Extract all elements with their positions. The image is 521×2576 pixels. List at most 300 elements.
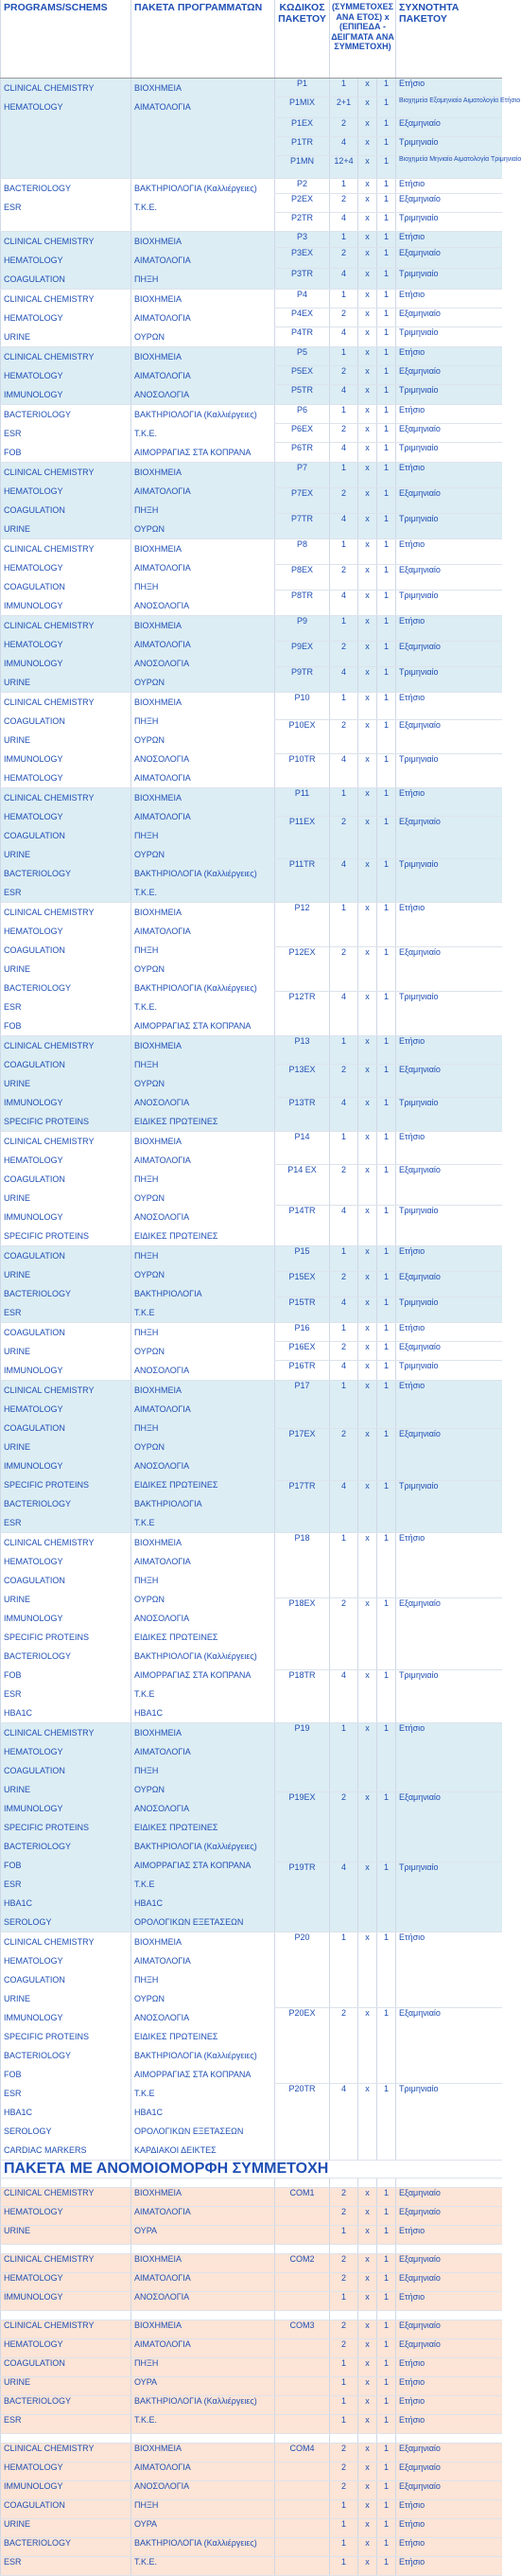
participations-per-year: 2 (330, 564, 358, 590)
levels-per-participation: 1 (377, 787, 396, 816)
programs-cell (1, 1532, 131, 1722)
packages-cell (131, 1532, 275, 1722)
package-code (275, 2537, 330, 2556)
programs-cell-line: HEMATOLOGY (4, 485, 63, 496)
package-code: P5TR (275, 385, 330, 404)
programs-cell-line: HEMATOLOGY (4, 1556, 63, 1566)
participations-per-year: 4 (330, 212, 358, 231)
package-code: P10TR (275, 753, 330, 787)
packages-cell-line: ΒΙΟΧΗΜΕΙΑ (134, 1537, 182, 1547)
packages-cell-line: ΒΙΟΧΗΜΕΙΑ (134, 697, 182, 707)
packages-cell-line: ΒΙΟΧΗΜΕΙΑ (134, 467, 182, 477)
packages-cell-line: ΒΙΟΧΗΜΕΙΑ (134, 1040, 182, 1050)
times-symbol: x (358, 2499, 377, 2518)
packages-cell: ΑΝΟΣΟΛΟΓΙΑ (131, 2480, 275, 2499)
programs-cell-line: BACTERIOLOGY (4, 1650, 72, 1661)
programs-cell-line: URINE (4, 1346, 31, 1356)
spacer-cell (1, 2433, 131, 2443)
package-code: P1EX (275, 117, 330, 136)
table-row (1, 1380, 502, 1429)
packages-cell: ΑΙΜΑΤΟΛΟΓΙΑ (131, 2272, 275, 2291)
packages-cell-line: ΒΙΟΧΗΜΕΙΑ (134, 792, 182, 803)
packages-cell-line: ΑΙΜΟΡΡΑΓΙΑΣ ΣΤΑ ΚΟΠΡΑΝΑ (134, 1860, 252, 1870)
packages-cell-line: ΟΥΡΩΝ (134, 331, 165, 342)
participations-per-year: 4 (330, 753, 358, 787)
spacer-cell (1, 2178, 131, 2187)
participations-per-year: 2 (330, 117, 358, 136)
participations-per-year: 1 (330, 1932, 358, 2007)
programs-cell-line: SPECIFIC PROTEINS (4, 2031, 90, 2041)
packages-cell-line: ΒΙΟΧΗΜΕΙΑ (134, 351, 182, 362)
programs-cell-line: FOB (4, 1020, 22, 1031)
programs-cell-line: COAGULATION (4, 830, 65, 840)
times-symbol: x (358, 1098, 377, 1131)
programs-cell-line: CLINICAL CHEMISTRY (4, 82, 95, 93)
package-code: P3TR (275, 268, 330, 289)
times-symbol: x (358, 155, 377, 178)
times-symbol: x (358, 1380, 377, 1429)
packages-cell-line: ΠΗΞΗ (134, 1765, 159, 1775)
package-code: P7EX (275, 487, 330, 513)
times-symbol: x (358, 2414, 377, 2433)
times-symbol: x (358, 692, 377, 720)
participations-per-year: 2 (330, 2272, 358, 2291)
table-row (1, 231, 502, 247)
programs-cell-line: ESR (4, 202, 22, 212)
package-code (275, 2518, 330, 2537)
packages-cell-line: ΟΥΡΩΝ (134, 1346, 165, 1356)
participations-per-year: 2 (330, 1792, 358, 1862)
levels-per-participation: 1 (377, 1297, 396, 1322)
programs-cell-line: COAGULATION (4, 273, 65, 284)
package-code: P19TR (275, 1861, 330, 1932)
packages-cell-line: Τ.Κ.Ε (134, 1307, 155, 1317)
spacer-cell (377, 2178, 396, 2187)
participations-per-year: 2 (330, 2206, 358, 2225)
participations-per-year: 2 (330, 308, 358, 326)
times-symbol: x (358, 2291, 377, 2310)
programs-cell (1, 787, 131, 902)
package-frequency: Ετήσιο (396, 615, 502, 641)
times-symbol: x (358, 2556, 377, 2575)
programs-cell-line: SPECIFIC PROTEINS (4, 1230, 90, 1241)
levels-per-participation: 1 (377, 1380, 396, 1429)
participations-per-year: 2 (330, 1341, 358, 1360)
package-frequency: Ετήσιο (396, 538, 502, 564)
times-symbol: x (358, 1792, 377, 1862)
participations-per-year: 2 (330, 1429, 358, 1481)
levels-per-participation: 1 (377, 2443, 396, 2461)
programs-cell: CLINICAL CHEMISTRY (1, 2253, 131, 2272)
packages-cell-line: ΑΙΜΑΤΟΛΟΓΙΑ (134, 312, 191, 323)
times-symbol: x (358, 787, 377, 816)
programs-cell-line: HEMATOLOGY (4, 562, 63, 573)
package-code: P15 (275, 1245, 330, 1271)
programs-cell-line: FOB (4, 2069, 22, 2079)
times-symbol: x (358, 1322, 377, 1341)
package-frequency: Τριμηνιαίο (396, 991, 502, 1035)
programs-cell-line: ESR (4, 887, 22, 897)
spacer-cell (377, 2244, 396, 2253)
spacer-cell (377, 2310, 396, 2320)
programs-cell-line: CLINICAL CHEMISTRY (4, 351, 95, 362)
levels-per-participation: 1 (377, 902, 396, 946)
package-frequency: Τριμηνιαίο (396, 1297, 502, 1322)
packages-cell-line: ΒΙΟΧΗΜΕΙΑ (134, 236, 182, 246)
participations-per-year: 1 (330, 2537, 358, 2556)
packages-cell-line: ΑΙΜΑΤΟΛΟΓΙΑ (134, 1955, 191, 1966)
levels-per-participation: 1 (377, 641, 396, 666)
times-symbol: x (358, 423, 377, 442)
programs-cell (1, 1932, 131, 2160)
levels-per-participation: 1 (377, 178, 396, 193)
programs-cell-line: URINE (4, 849, 31, 859)
packages-cell-line: ΚΑΡΔΙΑΚΟΙ ΔΕΙΚΤΕΣ (134, 2144, 217, 2155)
programs-cell-line: COAGULATION (4, 1575, 65, 1585)
package-code: P14 EX (275, 1164, 330, 1205)
participations-per-year: 2 (330, 720, 358, 754)
package-code (275, 2206, 330, 2225)
times-symbol: x (358, 117, 377, 136)
package-code (275, 2461, 330, 2480)
times-symbol: x (358, 136, 377, 155)
table-row (1, 2395, 502, 2414)
packages-cell-line: ΑΝΟΣΟΛΟΓΙΑ (134, 753, 190, 764)
packages-cell-line: ΒΙΟΧΗΜΕΙΑ (134, 907, 182, 917)
package-code: P4EX (275, 308, 330, 326)
packages-cell: ΑΙΜΑΤΟΛΟΓΙΑ (131, 2206, 275, 2225)
times-symbol: x (358, 513, 377, 538)
package-code: P10 (275, 692, 330, 720)
times-symbol: x (358, 193, 377, 212)
package-code (275, 2556, 330, 2575)
times-symbol: x (358, 1598, 377, 1669)
participations-per-year: 2 (330, 365, 358, 384)
table-row (1, 2518, 502, 2537)
packages-cell-line: ΟΡΟΛΟΓΙΚΩΝ ΕΞΕΤΑΣΕΩΝ (134, 2126, 244, 2136)
programs-cell-line: IMMUNOLOGY (4, 1211, 63, 1222)
packages-cell-line: HBA1C (134, 2107, 164, 2117)
levels-per-participation: 1 (377, 946, 396, 991)
table-row (1, 2537, 502, 2556)
spacer-cell (358, 2310, 377, 2320)
levels-per-participation: 1 (377, 564, 396, 590)
packages-cell-line: ΟΥΡΩΝ (134, 849, 165, 859)
times-symbol: x (358, 2518, 377, 2537)
participations-per-year: 4 (330, 1480, 358, 1532)
packages-cell-line: ΠΗΞΗ (134, 1575, 159, 1585)
participations-per-year: 4 (330, 513, 358, 538)
table-row (1, 2187, 502, 2206)
package-frequency: Εξαμηνιαίο (396, 193, 502, 212)
participations-per-year: 1 (330, 615, 358, 641)
package-frequency: Ετήσιο (396, 78, 502, 97)
package-frequency: Εξαμηνιαίο (396, 564, 502, 590)
levels-per-participation: 1 (377, 2084, 396, 2160)
levels-per-participation: 1 (377, 1205, 396, 1245)
table-row (1, 404, 502, 423)
package-frequency: Εξαμηνιαίο (396, 1164, 502, 1205)
spacer-cell (131, 2310, 275, 2320)
programs-cell-line: SPECIFIC PROTEINS (4, 1632, 90, 1642)
packages-cell-line: ΑΙΜΑΤΟΛΟΓΙΑ (134, 562, 191, 573)
times-symbol: x (358, 564, 377, 590)
table-row (1, 902, 502, 946)
package-code: P16TR (275, 1361, 330, 1380)
packages-cell (131, 692, 275, 787)
package-code (275, 2499, 330, 2518)
packages-cell-line: ΕΙΔΙΚΕΣ ΠΡΩΤΕΙΝΕΣ (134, 1632, 218, 1642)
levels-per-participation: 1 (377, 1245, 396, 1271)
spacer-cell (396, 2310, 502, 2320)
programs-cell-line: CLINICAL CHEMISTRY (4, 1136, 95, 1146)
programs-cell: CLINICAL CHEMISTRY (1, 2320, 131, 2338)
package-frequency: Εξαμηνιαίο (396, 2272, 502, 2291)
package-code: P13TR (275, 1098, 330, 1131)
packages-cell-line: ΑΙΜΑΤΟΛΟΓΙΑ (134, 1556, 191, 1566)
packages-cell-line: ΕΙΔΙΚΕΣ ΠΡΩΤΕΙΝΕΣ (134, 1116, 218, 1126)
packages-cell-line: ΒΙΟΧΗΜΕΙΑ (134, 543, 182, 554)
programs-cell-line: HEMATOLOGY (4, 255, 63, 265)
programs-cell-line: COAGULATION (4, 944, 65, 955)
programs-cell (1, 1322, 131, 1380)
programs-cell-line: CLINICAL CHEMISTRY (4, 1537, 95, 1547)
packages-cell (131, 1245, 275, 1322)
programs-cell-line: COAGULATION (4, 1974, 65, 1985)
packages-cell (131, 615, 275, 692)
package-frequency: Ετήσιο (396, 404, 502, 423)
participations-per-year: 1 (330, 1322, 358, 1341)
table-row (1, 2499, 502, 2518)
packages-cell: ΑΙΜΑΤΟΛΟΓΙΑ (131, 2461, 275, 2480)
levels-per-participation: 1 (377, 720, 396, 754)
table-row (1, 2338, 502, 2357)
package-code: P8EX (275, 564, 330, 590)
packages-cell-line: ΟΥΡΩΝ (134, 1594, 165, 1604)
participations-per-year: 1 (330, 2414, 358, 2433)
programs-cell-line: URINE (4, 677, 31, 687)
packages-cell-line: Τ.Κ.Ε. (134, 1001, 158, 1012)
spacer-cell (396, 2433, 502, 2443)
times-symbol: x (358, 327, 377, 346)
programs-cell-line: CLINICAL CHEMISTRY (4, 620, 95, 630)
programs-cell-line: FOB (4, 1669, 22, 1680)
programs-cell-line: FOB (4, 447, 22, 457)
times-symbol: x (358, 1480, 377, 1532)
packages-cell (131, 1380, 275, 1532)
times-symbol: x (358, 346, 377, 365)
table-row (1, 2253, 502, 2272)
programs-cell-line: ESR (4, 428, 22, 438)
spacer-cell (396, 2178, 502, 2187)
table-row (1, 2357, 502, 2376)
programs-cell-line: URINE (4, 1594, 31, 1604)
programs-cell (1, 1380, 131, 1532)
packages-cell-line: ΠΗΞΗ (134, 1250, 159, 1261)
packages-cell-line: ΒΙΟΧΗΜΕΙΑ (134, 1936, 182, 1947)
levels-per-participation: 1 (377, 404, 396, 423)
package-code: P19EX (275, 1792, 330, 1862)
levels-per-participation: 1 (377, 231, 396, 247)
package-frequency: Τριμηνιαίο (396, 513, 502, 538)
package-code: P9EX (275, 641, 330, 666)
programs-cell-line: HEMATOLOGY (4, 639, 63, 649)
participations-per-year: 1 (330, 2376, 358, 2395)
times-symbol: x (358, 2395, 377, 2414)
levels-per-participation: 1 (377, 2461, 396, 2480)
times-symbol: x (358, 2357, 377, 2376)
packages-cell: ΒΑΚΤΗΡΙΟΛΟΓΙΑ (Καλλιέργειες) (131, 2395, 275, 2414)
participations-per-year: 2 (330, 423, 358, 442)
levels-per-participation: 1 (377, 2518, 396, 2537)
package-code: P12EX (275, 946, 330, 991)
packages-cell-line: ΑΙΜΑΤΟΛΟΓΙΑ (134, 485, 191, 496)
packages-cell-line: HBA1C (134, 1707, 164, 1718)
packages-cell-line: ΟΥΡΩΝ (134, 734, 165, 745)
programs-cell-line: HEMATOLOGY (4, 1746, 63, 1756)
package-code: P1 (275, 78, 330, 97)
package-code: P6TR (275, 443, 330, 462)
package-frequency: Ετήσιο (396, 1932, 502, 2007)
packages-cell (131, 1322, 275, 1380)
package-code: COM4 (275, 2443, 330, 2461)
participations-per-year: 2 (330, 193, 358, 212)
times-symbol: x (358, 1361, 377, 1380)
packages-cell-line: ΟΥΡΩΝ (134, 1192, 165, 1203)
levels-per-participation: 1 (377, 97, 396, 117)
levels-per-participation: 1 (377, 136, 396, 155)
participations-per-year: 1 (330, 289, 358, 308)
participations-per-year: 4 (330, 2084, 358, 2160)
package-frequency: Τριμηνιαίο (396, 1098, 502, 1131)
package-code: P10EX (275, 720, 330, 754)
package-code: P12 (275, 902, 330, 946)
times-symbol: x (358, 462, 377, 487)
packages-cell-line: ΑΝΟΣΟΛΟΓΙΑ (134, 1211, 190, 1222)
table-row (1, 1322, 502, 1341)
packages-cell-line: Τ.Κ.Ε. (134, 887, 158, 897)
times-symbol: x (358, 2187, 377, 2206)
table-header-row (1, 0, 502, 78)
participations-per-year: 4 (330, 1361, 358, 1380)
levels-per-participation: 1 (377, 268, 396, 289)
times-symbol: x (358, 1164, 377, 1205)
participations-per-year: 2 (330, 1598, 358, 1669)
programs-cell-line: CLINICAL CHEMISTRY (4, 792, 95, 803)
participations-per-year: 4 (330, 327, 358, 346)
programs-cell-line: IMMUNOLOGY (4, 600, 63, 610)
programs-cell-line: URINE (4, 1441, 31, 1452)
package-frequency: Ετήσιο (396, 787, 502, 816)
programs-cell-line: SPECIFIC PROTEINS (4, 1822, 90, 1832)
package-code: P4TR (275, 327, 330, 346)
programs-cell-line: ESR (4, 1688, 22, 1699)
packages-cell-line: ΠΗΞΗ (134, 504, 159, 515)
times-symbol: x (358, 753, 377, 787)
package-frequency: Ετήσιο (396, 231, 502, 247)
times-symbol: x (358, 78, 377, 97)
section-title: ΠΑΚΕΤΑ ΜΕ ΑΝΟΜΟΙΟΜΟΡΦΗ ΣΥΜΜΕΤΟΧΗ (1, 2160, 502, 2178)
table-row (1, 615, 502, 641)
packages-cell-line: ΟΥΡΩΝ (134, 1784, 165, 1794)
package-frequency: Ετήσιο (396, 1722, 502, 1792)
package-frequency: Τριμηνιαίο (396, 385, 502, 404)
programs-cell-line: IMMUNOLOGY (4, 389, 63, 399)
packages-cell-line: ΟΡΟΛΟΓΙΚΩΝ ΕΞΕΤΑΣΕΩΝ (134, 1916, 244, 1927)
times-symbol: x (358, 2461, 377, 2480)
packages-cell-line: ΒΑΚΤΗΡΙΟΛΟΓΙΑ (Καλλιέργειες) (134, 1841, 257, 1851)
levels-per-participation: 1 (377, 2357, 396, 2376)
participations-per-year: 1 (330, 2499, 358, 2518)
times-symbol: x (358, 1932, 377, 2007)
package-frequency: Τριμηνιαίο (396, 1361, 502, 1380)
package-code: P15TR (275, 1297, 330, 1322)
programs-cell-line: SPECIFIC PROTEINS (4, 1479, 90, 1490)
packages-cell-line: ΟΥΡΩΝ (134, 963, 165, 974)
package-code: P14 (275, 1131, 330, 1164)
spacer-cell (330, 2310, 358, 2320)
packages-cell-line: ΒΑΚΤΗΡΙΟΛΟΓΙΑ (Καλλιέργειες) (134, 2050, 257, 2060)
package-frequency: Τριμηνιαίο (396, 2084, 502, 2160)
packages-cell (131, 538, 275, 615)
programs-cell (1, 1131, 131, 1245)
table-row (1, 2291, 502, 2310)
levels-per-participation: 1 (377, 2291, 396, 2310)
participations-per-year: 2 (330, 2338, 358, 2357)
times-symbol: x (358, 1245, 377, 1271)
package-frequency: Ετήσιο (396, 2556, 502, 2575)
header-packages: ΠΑΚΕΤΑ ΠΡΟΓΡΑΜΜΑΤΩΝ (131, 0, 275, 78)
package-frequency: Ετήσιο (396, 1380, 502, 1429)
participations-per-year: 4 (330, 385, 358, 404)
package-code: P14TR (275, 1205, 330, 1245)
levels-per-participation: 1 (377, 2007, 396, 2083)
levels-per-participation: 1 (377, 346, 396, 365)
times-symbol: x (358, 2253, 377, 2272)
programs-cell (1, 346, 131, 404)
spacer-cell (377, 2433, 396, 2443)
participations-per-year: 1 (330, 346, 358, 365)
programs-cell-line: CLINICAL CHEMISTRY (4, 1385, 95, 1395)
programs-cell-line: URINE (4, 1269, 31, 1279)
spacer-cell (358, 2244, 377, 2253)
times-symbol: x (358, 247, 377, 268)
package-frequency: Ετήσιο (396, 902, 502, 946)
packages-cell-line: ΕΙΔΙΚΕΣ ΠΡΩΤΕΙΝΕΣ (134, 2031, 218, 2041)
table-row (1, 2461, 502, 2480)
times-symbol: x (358, 615, 377, 641)
programs-cell: ESR (1, 2414, 131, 2433)
participations-per-year: 1 (330, 2395, 358, 2414)
participations-per-year: 2 (330, 2443, 358, 2461)
levels-per-participation: 1 (377, 2187, 396, 2206)
participations-per-year: 1 (330, 178, 358, 193)
package-frequency: Εξαμηνιαίο (396, 641, 502, 666)
levels-per-participation: 1 (377, 2272, 396, 2291)
package-frequency: Εξαμηνιαίο (396, 1341, 502, 1360)
levels-per-participation: 1 (377, 1361, 396, 1380)
levels-per-participation: 1 (377, 2376, 396, 2395)
participations-per-year: 4 (330, 1205, 358, 1245)
times-symbol: x (358, 1341, 377, 1360)
times-symbol: x (358, 404, 377, 423)
package-frequency: Ετήσιο (396, 289, 502, 308)
package-frequency: Εξαμηνιαίο (396, 423, 502, 442)
programs-cell-line: ESR (4, 1517, 22, 1527)
package-code: P5 (275, 346, 330, 365)
levels-per-participation: 1 (377, 1098, 396, 1131)
programs-cell-line: CLINICAL CHEMISTRY (4, 467, 95, 477)
